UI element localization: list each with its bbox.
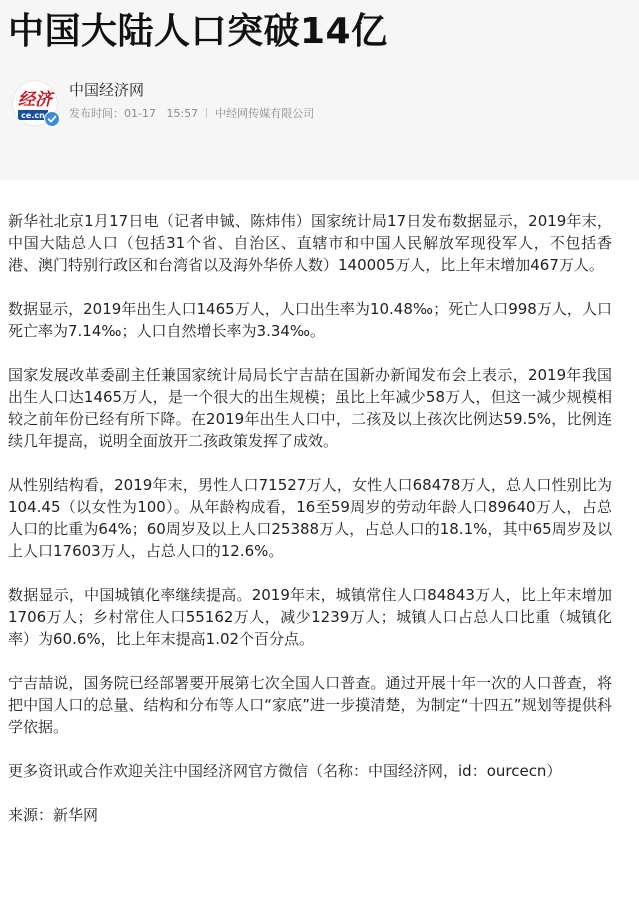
article-paragraph: 宁吉喆说，国务院已经部署要开展第七次全国人口普查。通过开展十年一次的人口普查，将把中国人口的总量、结构和分布等人口“家底”进一步摸清楚，为制定“十四五”规划等提供科学依据。 <box>8 674 612 736</box>
publish-label: 发布时间： <box>69 107 124 120</box>
publish-time: 15:57 <box>166 107 199 120</box>
verified-badge-icon <box>44 111 60 127</box>
avatar-logo-text: 经济 <box>18 90 52 110</box>
publish-meta <box>69 106 314 122</box>
publisher-name: 中经网传媒有限公司 <box>215 107 315 120</box>
article-title: 中国大陆人口突破14亿 <box>8 11 388 52</box>
article-paragraph: 数据显示，2019年出生人口1465万人，人口出生率为10.48‰；死亡人口998万人，人口死亡率为7.14‰；人口自然增长率为3.34‰。 <box>8 300 612 340</box>
wechat-follow-note: 更多资讯或合作欢迎关注中国经济网官方微信（名称：中国经济网，id：ourcecn） <box>8 762 562 780</box>
article-paragraph: 从性别结构看，2019年末，男性人口71527万人，女性人口68478万人，总人口性别比为104.45（以女性为100）。从年龄构成看，16至59周岁的劳动年龄人口89640万人，占总人口的比重为64%；60周岁及以上人口25388万人，占总人口的18.1%，其中65周岁及以上人口17603万人，占总人口的12.6%。 <box>8 476 612 560</box>
publish-date: 01-17 <box>124 107 156 120</box>
article-paragraph: 国家发展改革委副主任兼国家统计局局长宁吉喆在国新办新闻发布会上表示，2019年我国出生人口达1465万人，是一个很大的出生规模；虽比上年减少58万人，但这一减少规模相较之前年份已经有所下降。在2019年出生人口中，二孩及以上孩次比例达59.5%，比例连续几年提高，说明全面放开二孩政策发挥了成效。 <box>8 366 612 450</box>
article-body <box>8 210 612 848</box>
article-header <box>0 0 639 180</box>
source-name[interactable]: 中国经济网 <box>69 81 145 99</box>
meta-divider <box>206 108 207 118</box>
source-info[interactable] <box>12 78 612 130</box>
article-paragraph: 数据显示，中国城镇化率继续提高。2019年末，城镇常住人口84843万人，比上年末增加1706万人；乡村常住人口55162万人，减少1239万人；城镇人口占总人口比重（城镇化率）为60.6%，比上年末提高1.02个百分点。 <box>8 586 612 648</box>
avatar-domain-text: ce.cn <box>21 111 45 120</box>
article-paragraph: 新华社北京1月17日电（记者申铖、陈炜伟）国家统计局17日发布数据显示，2019年末，中国大陆总人口（包括31个省、自治区、直辖市和中国人民解放军现役军人，不包括香港、澳门特别行政区和台湾省以及海外华侨人数）140005万人，比上年末增加467万人。 <box>8 212 612 274</box>
source-credit: 来源：新华网 <box>8 806 99 824</box>
